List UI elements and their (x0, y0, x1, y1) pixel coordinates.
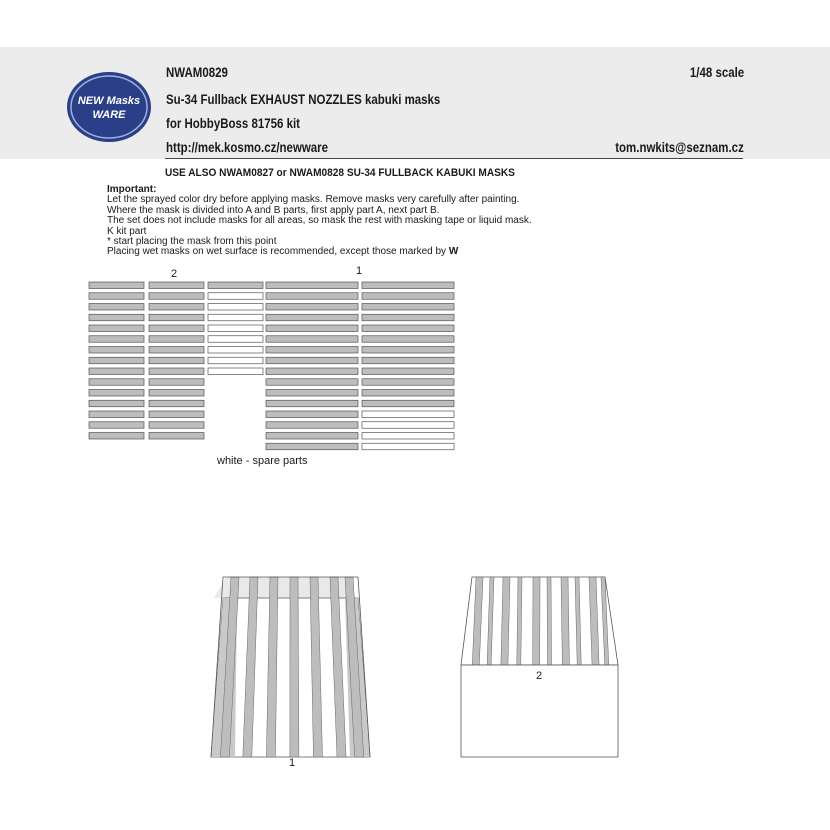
nozzle-2-label: 2 (536, 670, 543, 682)
website-link[interactable]: http://mek.kosmo.cz/newware (166, 139, 329, 155)
w-symbol-icon: W (448, 246, 459, 258)
wet-note-text: Placing wet masks on wet surface is recommended, except those marked by (107, 246, 447, 258)
instruction-line: Let the sprayed color dry before applying masks. Remove masks very carefully after painting. (107, 194, 520, 206)
email-link[interactable]: tom.nwkits@seznam.cz (615, 139, 744, 155)
mask-stripe (533, 577, 540, 665)
title-line-2: for HobbyBoss 81756 kit (166, 115, 300, 131)
instruction-line: * start placing the mask from this point (107, 236, 277, 248)
title-line-1: Su-34 Fullback EXHAUST NOZZLES kabuki masks (166, 91, 441, 107)
instructions-title: Important: (107, 184, 157, 195)
nozzle-2-diagram (461, 577, 618, 757)
instruction-line: Where the mask is divided into A and B parts, first apply part A, next part B. (107, 204, 440, 216)
mask-stripe (561, 577, 569, 665)
nozzle-1-diagram (211, 577, 370, 757)
mask-stripe (517, 577, 522, 665)
nozzle-1-label: 1 (289, 757, 296, 769)
instruction-line: K kit part (107, 225, 147, 237)
product-code: NWAM0829 (166, 64, 228, 80)
group-2-label: 2 (171, 268, 178, 280)
svg-text:WARE: WARE (92, 109, 126, 121)
scale-label: 1/48 scale (689, 64, 744, 80)
mask-stripe (547, 577, 552, 665)
use-also-note: USE ALSO NWAM0827 or NWAM0828 SU-34 FULLBACK KABUKI MASKS (165, 167, 515, 179)
group-1-label: 1 (356, 265, 363, 277)
instruction-line: The set does not include masks for all areas, so mask the rest with masking tape or liquid mask. (107, 215, 532, 227)
mask-stripe (290, 577, 299, 757)
svg-text:NEW Masks: NEW Masks (77, 95, 141, 107)
spare-parts-note: white - spare parts (217, 455, 308, 467)
